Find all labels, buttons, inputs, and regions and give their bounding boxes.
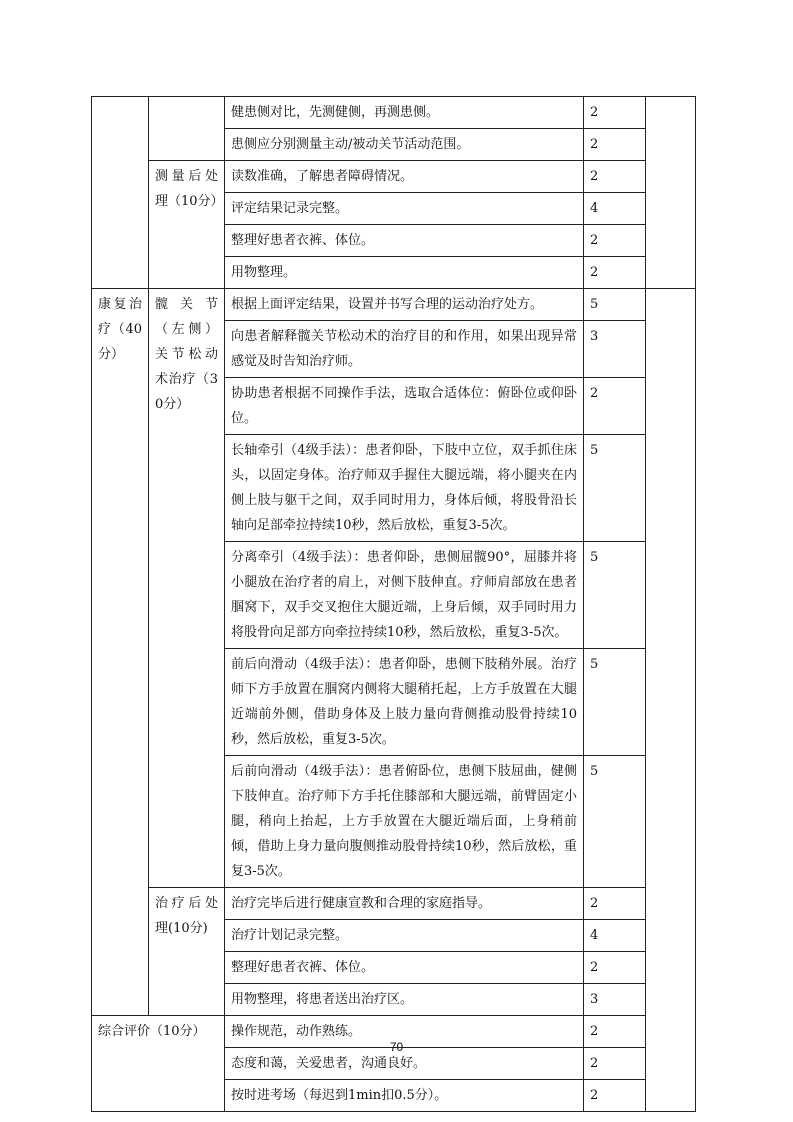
score-cell: 2 <box>584 161 646 193</box>
score-cell: 5 <box>584 542 646 649</box>
score-cell: 2 <box>584 97 646 129</box>
item-cell: 协助患者根据不同操作手法，选取合适体位：俯卧位或仰卧位。 <box>225 378 584 435</box>
subcategory-cell: 治疗后处理(10分) <box>149 888 225 1016</box>
subcategory-cell <box>149 97 225 161</box>
item-cell: 分离牵引（4级手法）：患者仰卧，患侧屈髋90°，屈膝并将小腿放在治疗者的肩上，对侧下肢伸直。疗师肩部放在患者腘窝下，双手交叉抱住大腿近端，上身后倾，双手同时用力将股骨向足部方向牵拉持续10秒，然后放松，重复3-5次。 <box>225 542 584 649</box>
category-cell: 综合评价（10分） <box>92 1016 225 1112</box>
item-cell: 态度和蔼，关爱患者，沟通良好。 <box>225 1048 584 1080</box>
score-cell: 2 <box>584 129 646 161</box>
table-row <box>92 888 696 920</box>
table-row <box>92 289 696 321</box>
score-cell: 2 <box>584 1048 646 1080</box>
item-cell: 患侧应分别测量主动/被动关节活动范围。 <box>225 129 584 161</box>
item-cell: 评定结果记录完整。 <box>225 193 584 225</box>
score-cell: 2 <box>584 888 646 920</box>
score-cell: 2 <box>584 225 646 257</box>
score-cell: 4 <box>584 193 646 225</box>
item-cell: 操作规范，动作熟练。 <box>225 1016 584 1048</box>
score-cell: 5 <box>584 435 646 542</box>
score-cell: 2 <box>584 1016 646 1048</box>
item-cell: 后前向滑动（4级手法）：患者俯卧位，患侧下肢屈曲，健侧下肢伸直。治疗师下方手托住膝部和大腿远端，前臂固定小腿，稍向上抬起，上方手放置在大腿近端后面，上身稍前倾，借助上身力量向腹侧推动股骨持续10秒，然后放松，重复3-5次。 <box>225 756 584 888</box>
item-cell: 读数准确，了解患者障碍情况。 <box>225 161 584 193</box>
score-cell: 5 <box>584 289 646 321</box>
score-cell: 2 <box>584 378 646 435</box>
score-cell: 3 <box>584 321 646 378</box>
item-cell: 治疗完毕后进行健康宣教和合理的家庭指导。 <box>225 888 584 920</box>
subcategory-cell: 髋关节（左侧）关节松动术治疗（30分） <box>149 289 225 888</box>
score-cell: 5 <box>584 649 646 756</box>
item-cell: 整理好患者衣裤、体位。 <box>225 225 584 257</box>
table-row <box>92 161 696 193</box>
score-cell: 5 <box>584 756 646 888</box>
category-cell <box>92 97 149 289</box>
score-cell: 4 <box>584 920 646 952</box>
item-cell: 整理好患者衣裤、体位。 <box>225 952 584 984</box>
category-cell: 康复治疗（40分） <box>92 289 149 1016</box>
page-number: 70 <box>389 1040 404 1054</box>
subcategory-cell: 测量后处理（10分） <box>149 161 225 289</box>
score-cell: 2 <box>584 952 646 984</box>
item-cell: 根据上面评定结果，设置并书写合理的运动治疗处方。 <box>225 289 584 321</box>
deduction-cell <box>646 97 696 289</box>
item-cell: 健患侧对比，先测健侧，再测患侧。 <box>225 97 584 129</box>
item-cell: 治疗计划记录完整。 <box>225 920 584 952</box>
scoring-table <box>91 96 696 1112</box>
deduction-cell <box>646 289 696 1112</box>
table-row <box>92 97 696 129</box>
item-cell: 按时进考场（每迟到1min扣0.5分）。 <box>225 1080 584 1112</box>
score-cell: 2 <box>584 257 646 289</box>
item-cell: 用物整理，将患者送出治疗区。 <box>225 984 584 1016</box>
item-cell: 前后向滑动（4级手法）：患者仰卧，患侧下肢稍外展。治疗师下方手放置在腘窝内侧将大腿稍托起，上方手放置在大腿近端前外侧，借助身体及上肢力量向背侧推动股骨持续10秒，然后放松，重复3-5次。 <box>225 649 584 756</box>
item-cell: 向患者解释髋关节松动术的治疗目的和作用，如果出现异常感觉及时告知治疗师。 <box>225 321 584 378</box>
score-cell: 3 <box>584 984 646 1016</box>
item-cell: 长轴牵引（4级手法）：患者仰卧，下肢中立位，双手抓住床头，以固定身体。治疗师双手握住大腿远端，将小腿夹在内侧上肢与躯干之间，双手同时用力，身体后倾，将股骨沿长轴向足部牵拉持续10秒，然后放松，重复3-5次。 <box>225 435 584 542</box>
item-cell: 用物整理。 <box>225 257 584 289</box>
score-cell: 2 <box>584 1080 646 1112</box>
